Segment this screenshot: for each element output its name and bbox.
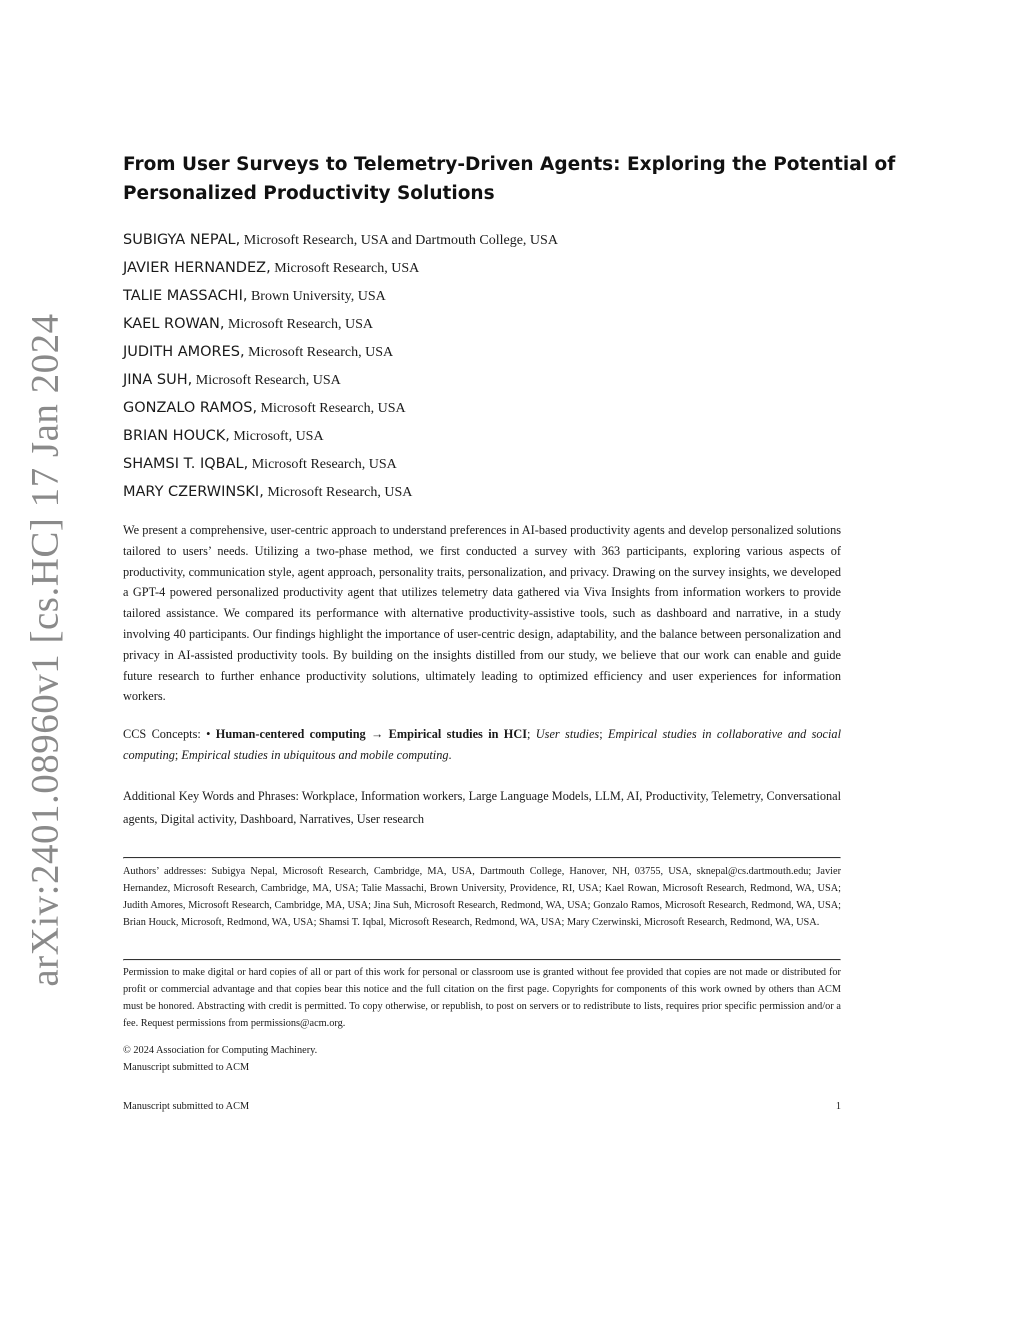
author-affiliation: Brown University, USA: [247, 289, 386, 304]
title-line-2: Personalized Productivity Solutions: [123, 183, 495, 204]
permission-divider: [123, 959, 841, 961]
abstract: We present a comprehensive, user-centric approach to understand preferences in AI-based productivity agents and develop personalized solutions tailored to users’ needs. Utilizing a two-phase method, we first conducted a survey with 363 participants, exploring various aspects of productivity, communication style, agent approach, personality traits, personalization, and privacy. Drawing on the survey insights, we developed a GPT-4 powered personalized productivity agent that utilizes telemetry data gathered via Viva Insights from information workers to provide tailored assistance. We compared its performance with alternative productivity-assistive tools, such as dashboard and narrative, in a study involving 40 participants. Our findings highlight the importance of user-centric design, adaptability, and the balance between personalization and privacy in AI-assisted productivity tools. By building on the insights distilled from our study, we believe that our work can enable and guide future research to further enhance productivity solutions, ultimately leading to optimized efficiency and user experiences for information workers.: [123, 523, 841, 704]
author-affiliation: Microsoft Research, USA: [248, 457, 397, 472]
footer-venue: Manuscript submitted to ACM: [123, 1101, 250, 1112]
author-name: JAVIER HERNANDEZ,: [123, 260, 271, 276]
author-entry: [123, 450, 841, 478]
ccs-separator: ;: [174, 748, 182, 763]
author-entry: [123, 338, 841, 366]
paper-title: [123, 150, 896, 208]
author-name: MARY CZERWINSKI,: [123, 484, 264, 500]
author-entry: [123, 254, 841, 282]
copyright-notice: © 2024 Association for Computing Machinery.: [123, 1044, 318, 1056]
author-affiliation: Microsoft Research, USA: [263, 485, 413, 500]
ccs-primary-concept: Human-centered computing → Empirical studies in HCI: [215, 727, 528, 742]
author-affiliation: Microsoft Research, USA: [224, 317, 373, 332]
author-entry: [123, 422, 841, 450]
author-addresses: Authors’ addresses: Subigya Nepal, Microsoft Research, Cambridge, MA, USA, Dartmouth College, Hanover, NH, 03755, USA, sknepal@cs.dartmouth.edu; Javier Hernandez, Microsoft Research, Cambridge, MA, USA; Talie Massachi, Brown University, Providence, RI, USA; Kael Rowan, Microsoft Research, Redmond, WA, USA; Judith Amores, Microsoft Research, Cambridge, MA, USA; Jina Suh, Microsoft Research, Redmond, WA, USA; Gonzalo Ramos, Microsoft Research, Redmond, WA, USA; Brian Houck, Microsoft, Redmond, WA, USA; Shamsi T. Iqbal, Microsoft Research, Redmond, WA, USA; Mary Czerwinski, Microsoft Research, Redmond, WA, USA.: [123, 866, 841, 928]
ccs-concepts: [123, 724, 841, 766]
ccs-end: .: [448, 748, 452, 763]
author-name: SUBIGYA NEPAL,: [123, 232, 241, 248]
footnote-divider: [123, 857, 841, 859]
author-entry: [123, 478, 841, 506]
author-entry: [123, 310, 841, 338]
author-entry: [123, 394, 841, 422]
author-affiliation: Microsoft Research, USA: [257, 401, 406, 416]
author-name: TALIE MASSACHI,: [123, 288, 248, 304]
ccs-concept-item: Empirical studies in ubiquitous and mobile computing: [181, 748, 449, 763]
author-name: JUDITH AMORES,: [123, 344, 245, 360]
ccs-separator: ;: [527, 727, 536, 742]
permission-notice: Permission to make digital or hard copies of all or part of this work for personal or classroom use is granted without fee provided that copies are not made or distributed for profit or commercial advantage and that copies bear this notice and the full citation on the first page. Copyrights for components of this work owned by others than ACM must be honored. Abstracting with credit is permitted. To copy otherwise, or republish, to post on servers or to redistribute to lists, requires prior specific permission and/or a fee. Request permissions from permissions@acm.org.: [123, 967, 841, 1029]
author-name: BRIAN HOUCK,: [123, 428, 230, 444]
author-affiliation: Microsoft Research, USA: [192, 373, 341, 388]
author-affiliation: Microsoft Research, USA: [244, 345, 394, 360]
ccs-concept-item: User studies: [535, 727, 600, 742]
author-affiliation: Microsoft Research, USA and Dartmouth College, USA: [240, 233, 558, 248]
ccs-separator: ;: [599, 727, 608, 742]
ccs-prefix: CCS Concepts: •: [123, 727, 216, 742]
author-affiliation: Microsoft Research, USA: [270, 261, 420, 276]
author-name: JINA SUH,: [123, 372, 193, 388]
manuscript-note: Manuscript submitted to ACM: [123, 1061, 250, 1073]
paper-first-page: [123, 150, 896, 1076]
title-line-1: From User Surveys to Telemetry-Driven Agents: Exploring the Potential of: [123, 154, 896, 175]
author-entry: [123, 366, 841, 394]
author-entry: [123, 226, 841, 254]
author-affiliation: Microsoft, USA: [229, 429, 324, 444]
arxiv-identifier-text: arXiv:2401.08960v1 [cs.HC] 17 Jan 2024: [23, 313, 67, 987]
keywords: Additional Key Words and Phrases: Workplace, Information workers, Large Language Models, LLM, AI, Productivity, Telemetry, Conversational agents, Digital activity, Dashboard, Narratives, User research: [123, 789, 841, 827]
ccs-concept-item: Empirical studies in collaborative and social computing: [123, 727, 841, 763]
author-entry: [123, 282, 841, 310]
arxiv-identifier-stamp: [20, 313, 70, 987]
author-name: GONZALO RAMOS,: [123, 400, 258, 416]
page-number: 1: [835, 1101, 841, 1112]
author-name: SHAMSI T. IQBAL,: [123, 456, 249, 472]
author-list: [123, 226, 841, 506]
author-name: KAEL ROWAN,: [123, 316, 225, 332]
